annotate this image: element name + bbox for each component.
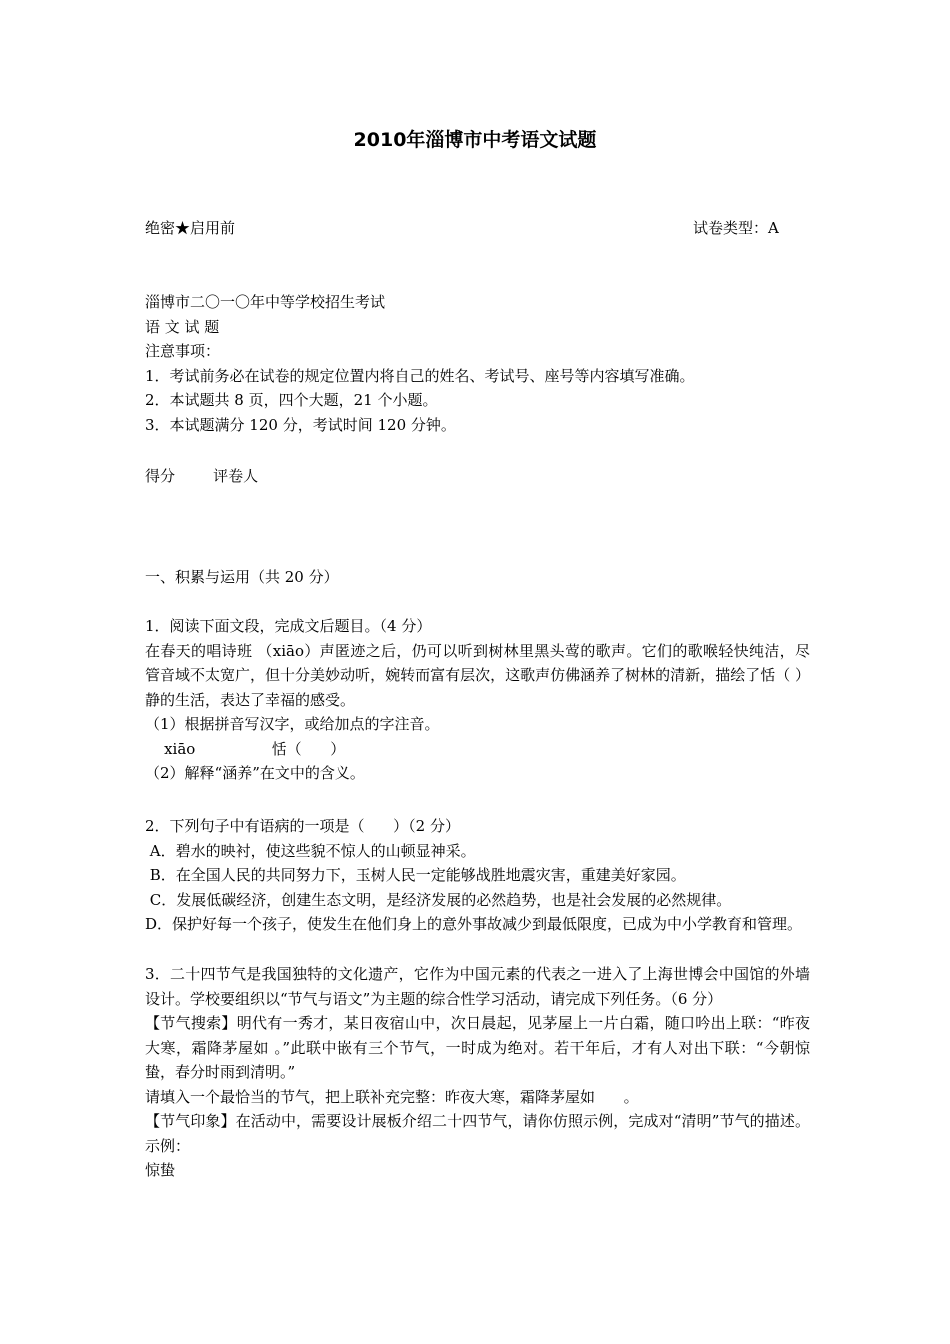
section-1	[145, 565, 810, 590]
option-b: B．在全国人民的共同努力下，玉树人民一定能够战胜地震灾害，重建美好家园。	[145, 866, 686, 884]
option-a: A．碧水的映衬，使这些貌不惊人的山顿显神采。	[145, 841, 476, 860]
score-label: 得分 评卷人	[145, 467, 259, 485]
question-prompt: 1．阅读下面文段，完成文后题目。（4 分）	[145, 617, 432, 635]
question-prompt: 3．二十四节气是我国独特的文化遗产，它作为中国元素的代表之一进入了上海世博会中国馆的外墙设计。学校要组织以“节气与语文”为主题的综合性学习活动，请完成下列任务。（6 分）	[145, 965, 810, 1008]
option-c: C．发展低碳经济，创建生态文明，是经济发展的必然趋势，也是社会发展的必然规律。	[145, 890, 732, 909]
score-box	[145, 464, 810, 489]
secret-label: 绝密★启用前	[145, 219, 236, 237]
sub-question: （1）根据拼音写汉字，或给加点的字注音。	[145, 715, 440, 733]
page-title: 2010年淄博市中考语文试题	[353, 129, 597, 151]
notice-item: 1．考试前务必在试卷的规定位置内将自己的姓名、考试号、座号等内容填写准确。	[145, 366, 695, 385]
notice-label: 注意事项：	[145, 342, 221, 360]
option-d: D．保护好每一个孩子，使发生在他们身上的意外事故减少到最低限度，已成为中小学教育和管理。	[145, 915, 803, 933]
question-2	[145, 814, 810, 937]
question-prompt: 2．下列句子中有语病的一项是（ ）（2 分）	[145, 817, 460, 835]
notice-item: 3．本试题满分 120 分，考试时间 120 分钟。	[145, 415, 456, 434]
exam-name: 淄博市二〇一〇年中等学校招生考试	[145, 293, 386, 311]
example-term: 惊蛰	[145, 1161, 176, 1179]
question-1	[145, 614, 810, 786]
subject-title: 语 文 试 题	[145, 317, 220, 336]
question-3	[145, 962, 810, 1183]
answer-blanks: xiāo 恬（ ）	[145, 739, 346, 758]
paper-type-label: 试卷类型：A	[693, 219, 779, 237]
solar-term-impression: 【节气印象】在活动中，需要设计展板介绍二十四节气，请你仿照示例，完成对“清明”节气的描述。示例：	[145, 1112, 810, 1155]
notice-item: 2．本试题共 8 页，四个大题，21 个小题。	[145, 391, 438, 409]
exam-intro	[145, 290, 810, 437]
solar-term-search: 【节气搜索】明代有一秀才，某日夜宿山中，次日晨起，见茅屋上一片白霜，随口吟出上联：“昨夜大寒，霜降茅屋如 。”此联中嵌有三个节气，一时成为绝对。若干年后，才有人对出下联：“今朝惊蛰，春分时雨到清明。”	[145, 1014, 810, 1081]
sub-question: （2）解释“涵养”在文中的含义。	[145, 764, 365, 782]
question-passage: 在春天的唱诗班 （xiāo）声匿迹之后，仍可以听到树林里黑头莺的歌声。它们的歌喉轻快纯洁，尽管音域不太宽广，但十分美妙动听，婉转而富有层次，这歌声仿佛涵养了树林的清新，描绘了恬（ ）静的生活，表达了幸福的感受。	[145, 641, 810, 709]
fill-instruction: 请填入一个最恰当的节气，把上联补充完整：昨夜大寒，霜降茅屋如 。	[145, 1087, 639, 1106]
section-heading: 一、积累与运用（共 20 分）	[145, 568, 339, 586]
